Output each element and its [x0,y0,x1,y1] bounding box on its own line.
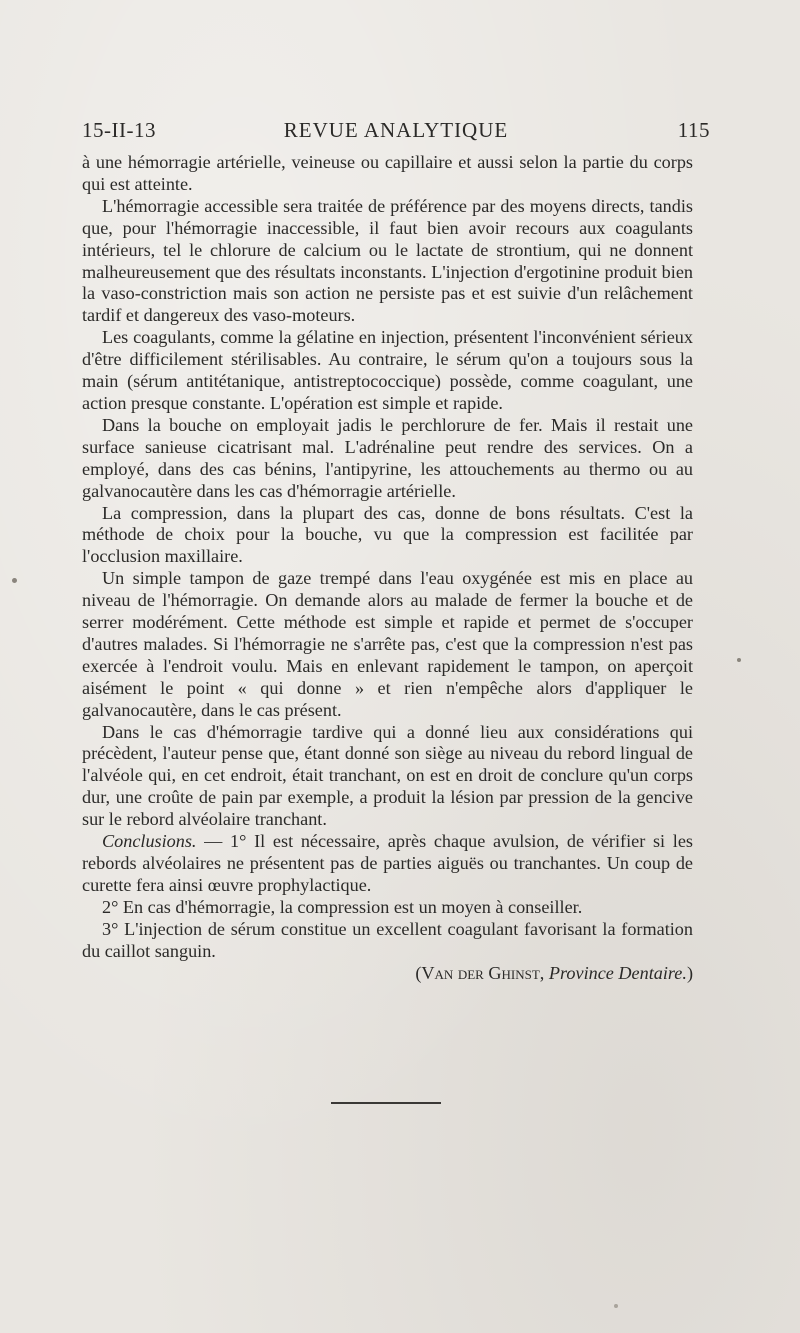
section-divider-rule [331,1102,441,1104]
conclusions-label: Conclusions. [102,831,197,852]
paragraph-late-hemorrhage: Dans le cas d'hémorragie tardive qui a donné lieu aux considérations qui précèdent, l'auteur pense que, étant donné son siège au niveau du rebord lingual de l'alvéole qui, en cet endroit, était tranchant, on est en droit de conclure qu'un corps dur, une croûte de pain par exemple, a produit la lésion par pression de la gencive sur le rebord alvéolaire tranchant. [82,721,693,830]
paragraph-mouth-treatment: Dans la bouche on employait jadis le perchlorure de fer. Mais il restait une surface sanieuse cicatrisant mal. L'adrénaline peut rendre des services. On a employé, dans des cas bénins, l'antipyrine, les attouchements au thermo ou au galvanocautère dans les cas d'hémorragie artérielle. [82,414,693,501]
citation-source: Province Dentaire. [548,962,687,983]
running-head [82,118,710,148]
conclusion-item-3: 3° L'injection de sérum constitue un excellent coagulant favorisant la formation du caillot sanguin. [82,918,693,961]
paragraph-accessible-hemorrhage: L'hémorragie accessible sera traitée de préférence par des moyens directs, tandis que, pour l'hémorragie inaccessible, il faut bien avoir recours aux coagulants intérieurs, tel le chlorure de calcium ou le lactate de strontium, qui ne donnent malheureusement que des résultats inconstants. L'injection d'ergotinine produit bien la vaso-constriction mais son action ne persiste pas et est suivie d'un relâchement tardif et dangereux des vaso-moteurs. [82,195,693,326]
paper-speck [737,658,741,662]
citation-author: Van der Ghinst [421,962,540,983]
paragraph-coagulants: Les coagulants, comme la gélatine en injection, présentent l'inconvénient sérieux d'être difficilement stérilisables. Au contraire, le sérum qu'on a toujours sous la main (sérum antitétanique, antistreptococcique) possède, comme coagulant, une action presque constante. L'opération est simple et rapide. [82,327,693,413]
journal-section-title: REVUE ANALYTIQUE [283,118,509,142]
conclusion-item-1: — 1° Il est nécessaire, après chaque avulsion, de vérifier si les rebords alvéolaires ne présentent pas de parties aiguës ou tranchantes. Un coup de curette fera ainsi œuvre prophylactique. [82,831,693,895]
source-citation: (Van der Ghinst, Province Dentaire.) [415,962,693,983]
paper-speck [12,578,17,583]
paper-speck [614,1304,618,1308]
page-number: 115 [677,118,710,142]
paragraph-continuation: à une hémorragie artérielle, veineuse ou capillaire et aussi selon la partie du corps qui est atteinte. [82,152,693,194]
conclusion-item-2: 2° En cas d'hémorragie, la compression est un moyen à conseiller. [102,896,583,917]
paragraph-conclusions [82,831,693,897]
issue-date: 15-II-13 [82,118,156,142]
article-body [82,152,693,984]
paragraph-tampon-method: Un simple tampon de gaze trempé dans l'eau oxygénée est mis en place au niveau de l'hémorragie. On demande alors au malade de fermer la bouche et de serrer modérément. Cette méthode est simple et rapide et permet de s'occuper d'autres malades. Si l'hémorragie ne s'arrête pas, c'est que la compression n'est pas exercée à l'endroit voulu. Mais en enlevant rapidement le tampon, on aperçoit aisément le point « qui donne » et rien n'empêche alors d'appliquer le galvanocautère, dans le cas présent. [82,568,693,720]
paragraph-compression: La compression, dans la plupart des cas, donne de bons résultats. C'est la méthode de choix pour la bouche, vu que la compression est facilitée par l'occlusion maxillaire. [82,502,693,567]
